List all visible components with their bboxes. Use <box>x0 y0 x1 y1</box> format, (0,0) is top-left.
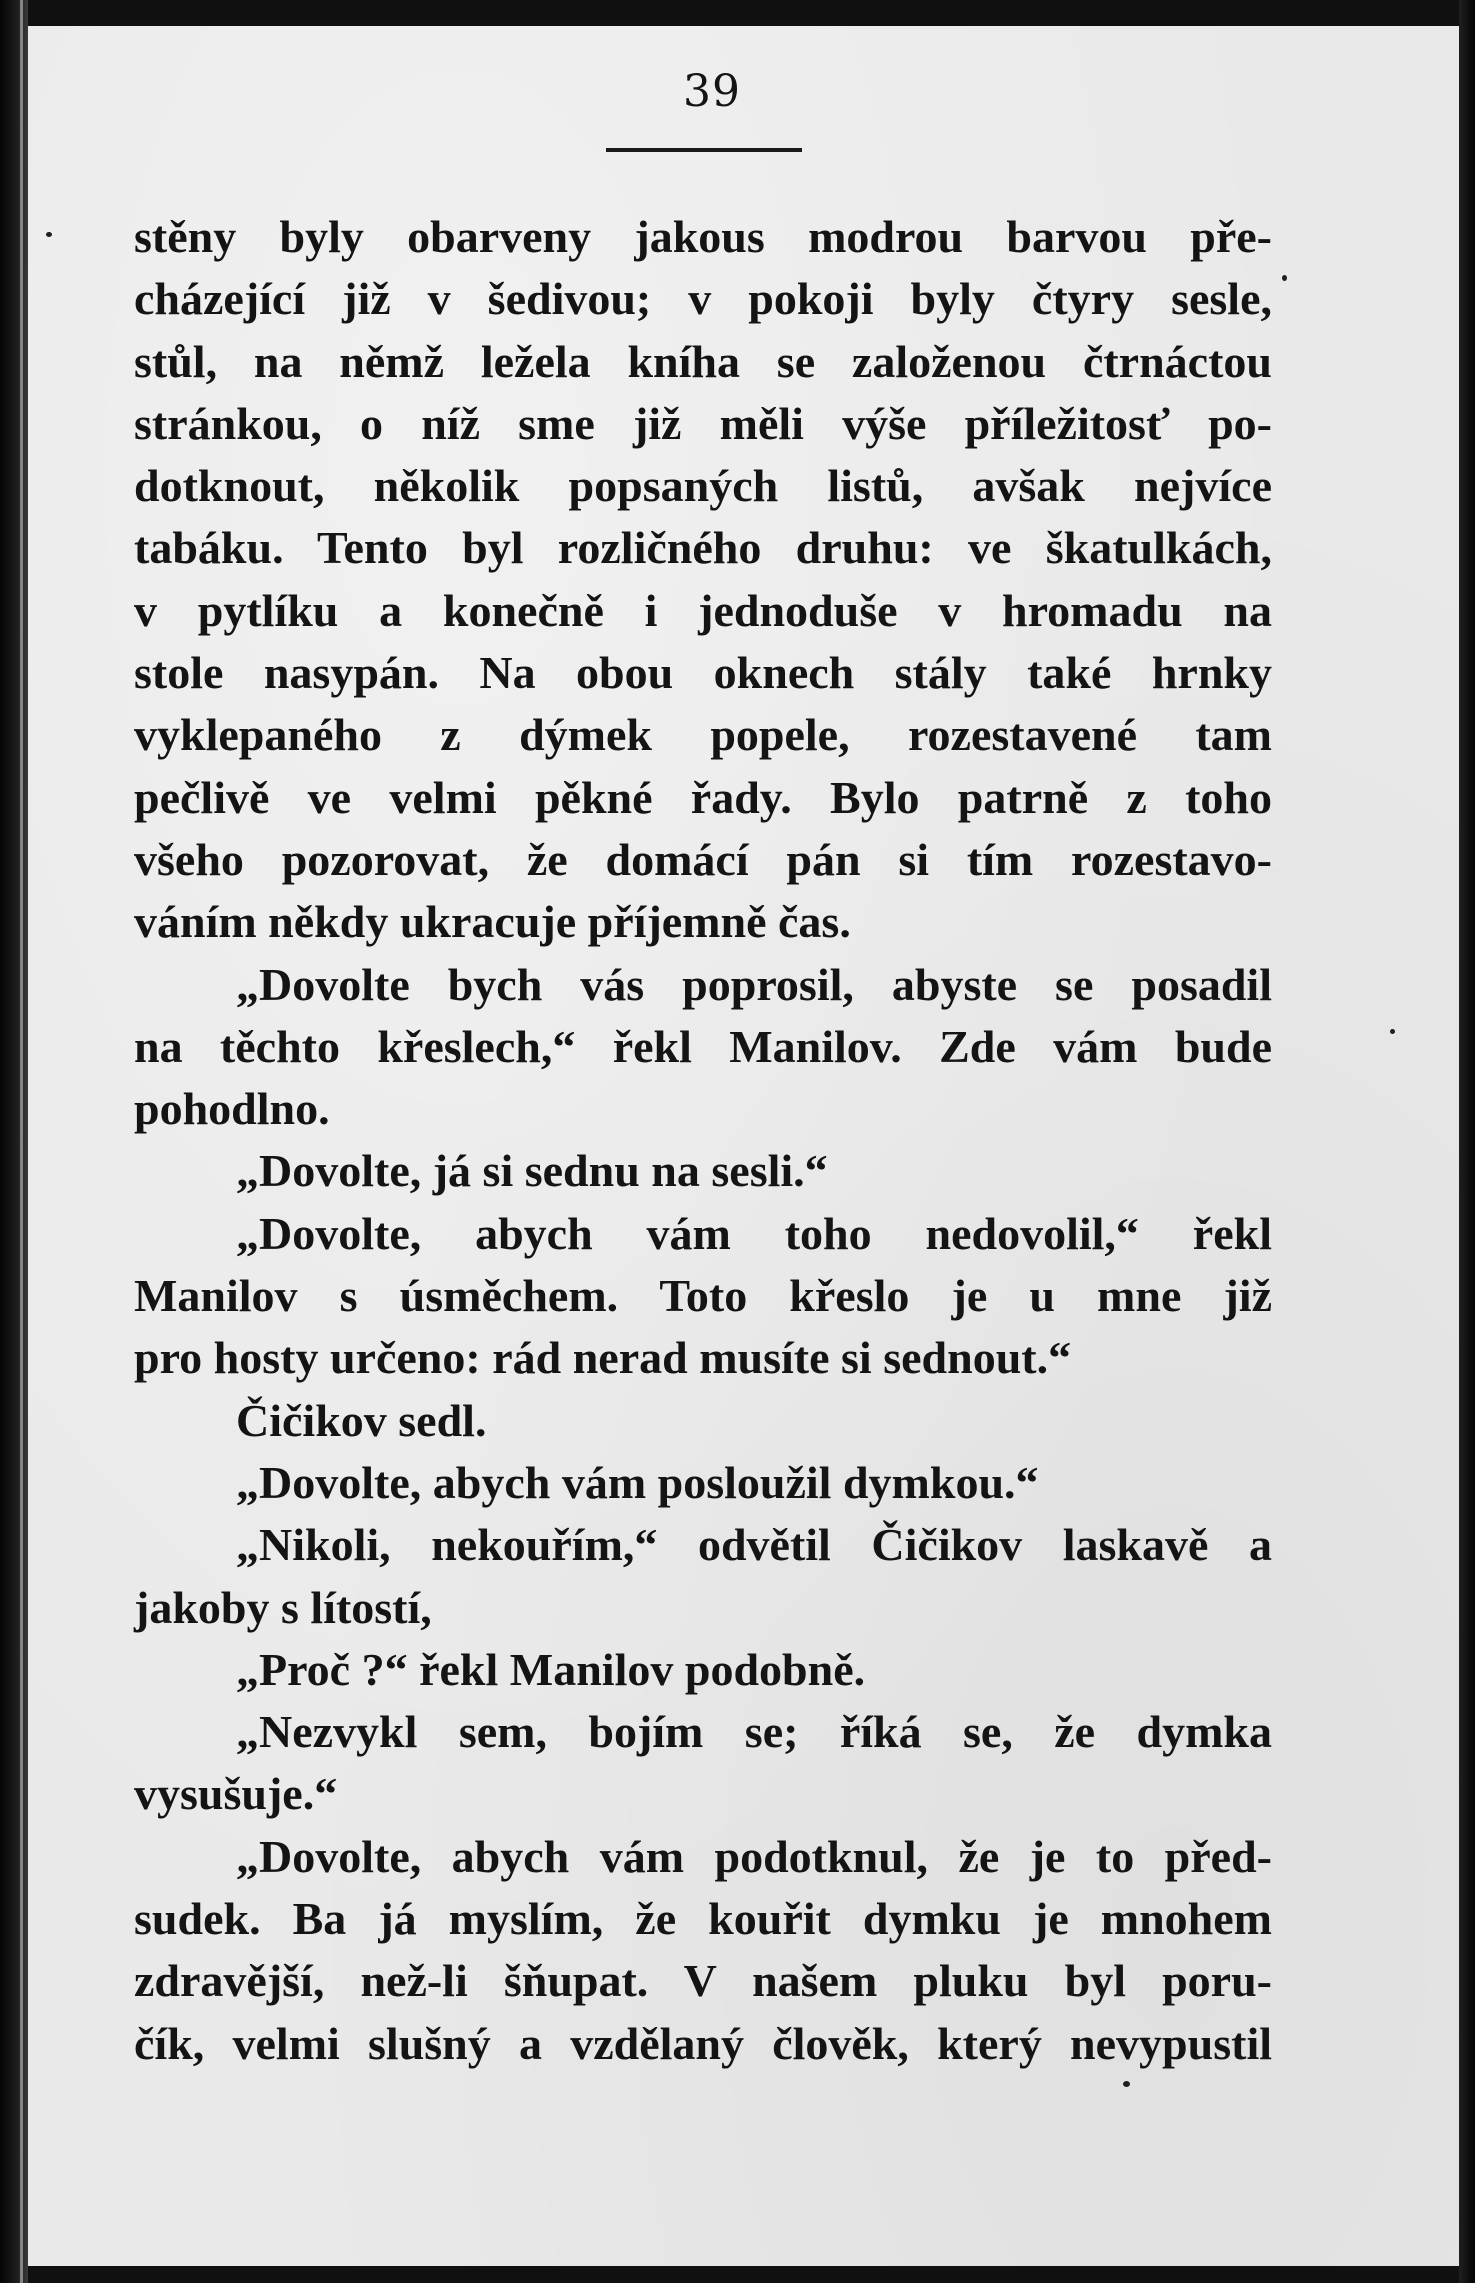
text-line: čík, velmi slušný a vzdělaný člověk, který nevypustil <box>134 2017 1272 2069</box>
book-gutter-shadow <box>0 0 28 2283</box>
text-line: stránkou, o níž sme již měli výše příležitosť po- <box>134 397 1272 449</box>
text-line: „Dovolte bych vás poprosil, abyste se posadil <box>236 958 1272 1010</box>
scan-border <box>1459 0 1475 2283</box>
text-line: Manilov s úsměchem. Toto křeslo je u mne již <box>134 1270 1272 1322</box>
text-line: „Dovolte, abych vám toho nedovolil,“ řekl <box>236 1207 1272 1259</box>
text-line: v pytlíku a konečně i jednoduše v hromadu na <box>134 584 1272 636</box>
dust-speck <box>1390 1029 1395 1034</box>
text-line: stěny byly obarveny jakous modrou barvou pře- <box>134 211 1272 262</box>
text-line: jakoby s lítostí, <box>134 1581 432 1633</box>
text-line: sudek. Ba já myslím, že kouřit dymku je mnohem <box>134 1893 1272 1945</box>
text-line: „Dovolte, já si sednu na sesli.“ <box>236 1145 828 1197</box>
text-line: na těchto křeslech,“ řekl Manilov. Zde vám bude <box>134 1020 1272 1072</box>
dust-speck <box>1123 2081 1130 2087</box>
text-line: váním někdy ukracuje příjemně čas. <box>134 896 851 948</box>
text-line: stůl, na němž ležela kníha se založenou čtrnáctou <box>134 335 1272 387</box>
dust-speck <box>46 232 52 237</box>
text-line: vysušuje.“ <box>134 1768 338 1820</box>
text-line: vyklepaného z dýmek popele, rozestavené tam <box>134 709 1272 761</box>
text-line: stole nasypán. Na obou oknech stály také hrnky <box>134 647 1272 699</box>
dust-speck <box>1282 275 1287 281</box>
text-line: pohodlno. <box>134 1083 330 1135</box>
text-line: „Nezvykl sem, bojím se; říká se, že dymka <box>236 1706 1272 1758</box>
text-line: všeho pozorovat, že domácí pán si tím rozestavo- <box>134 833 1272 885</box>
text-line: „Dovolte, abych vám posloužil dymkou.“ <box>236 1456 1039 1508</box>
text-line: „Nikoli, nekouřím,“ odvětil Čičikov laskavě a <box>236 1519 1272 1571</box>
text-line: „Dovolte, abych vám podotknul, že je to před- <box>236 1830 1272 1882</box>
text-line: dotknout, několik popsaných listů, avšak nejvíce <box>134 460 1272 512</box>
body-text <box>134 206 1272 2075</box>
text-line: cházející již v šedivou; v pokoji byly čtyry sesle, <box>134 273 1272 325</box>
page-edge-highlight <box>20 0 23 2283</box>
text-line: pro hosty určeno: rád nerad musíte si sednout.“ <box>134 1332 1072 1384</box>
page-number: 39 <box>683 66 741 117</box>
text-line: zdravější, než-li šňupat. V našem pluku byl poru- <box>134 1955 1272 2007</box>
text-line: tabáku. Tento byl rozličného druhu: ve škatulkách, <box>134 522 1272 574</box>
text-line: pečlivě ve velmi pěkné řady. Bylo patrně z toho <box>134 771 1272 823</box>
text-line: Čičikov sedl. <box>236 1394 487 1446</box>
page-number-rule <box>606 148 802 152</box>
text-line: „Proč ?“ řekl Manilov podobně. <box>236 1643 866 1695</box>
